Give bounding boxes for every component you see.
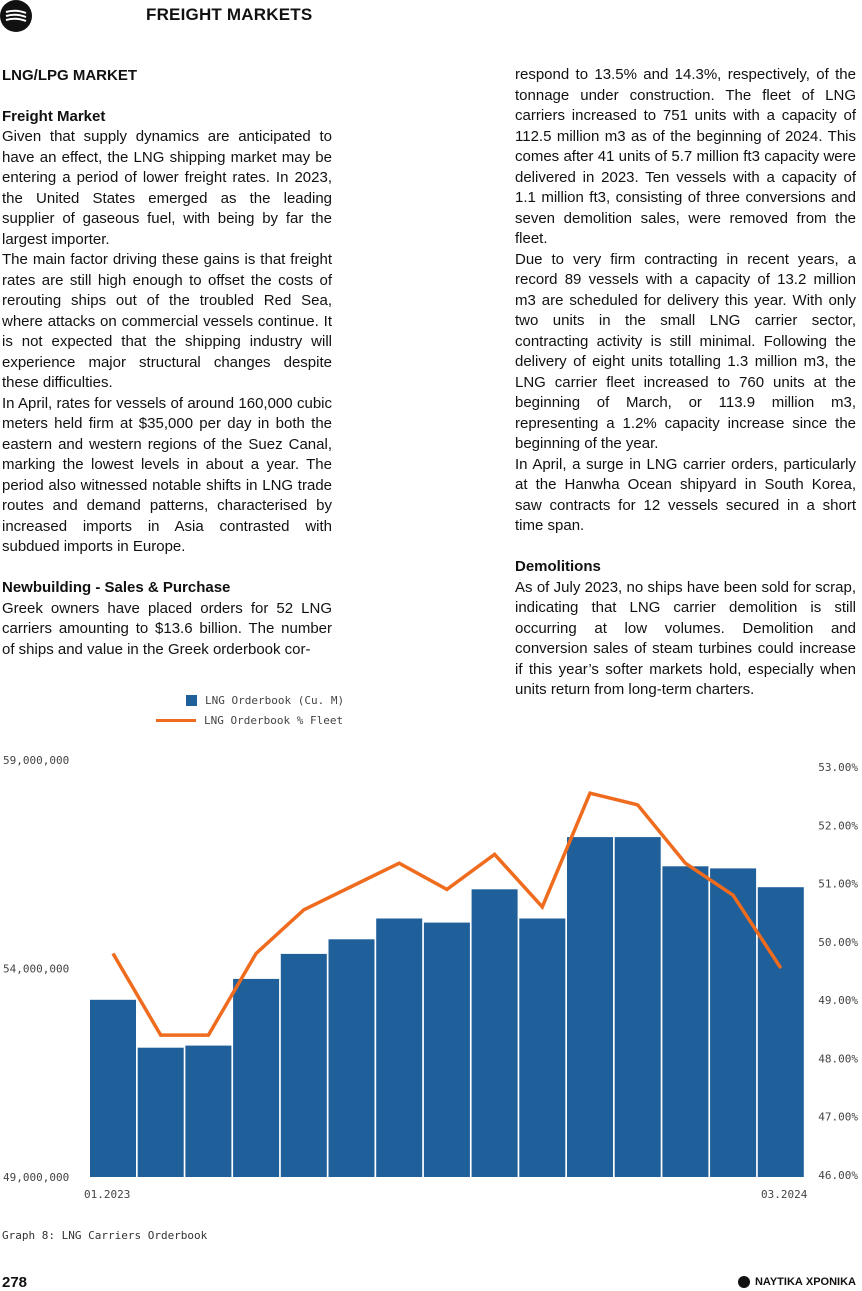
x-end-label: 03.2024 — [761, 1188, 808, 1201]
legend-label: LNG Orderbook (Cu. M) — [205, 693, 345, 707]
publication-logo-icon — [0, 0, 32, 32]
legend-label: LNG Orderbook % Fleet — [204, 713, 344, 727]
legend-item-bars — [156, 690, 344, 710]
right-axis-tick-label: 52.00% — [818, 819, 858, 833]
page-number: 278 — [2, 1274, 28, 1291]
right-axis-tick-label: 47.00% — [818, 1110, 858, 1124]
paragraph: Due to very firm contracting in recent years, a record 89 vessels with a capacity of 13.2 million m3 are scheduled for delivery this year. With only two units in the small LNG carrier sector, contracting activity is still minimal. Following the delivery of eight units totalling 1.3 million m3, the LNG carrier fleet increased to 760 units at the beginning of March, or 113.9 million m3, representing a 1.2% capacity increase since the beginning of the year. — [515, 250, 856, 452]
orderbook-bar — [662, 866, 708, 1177]
orderbook-bar — [758, 887, 804, 1177]
right-axis-tick-label: 49.00% — [818, 994, 858, 1008]
paragraph: The main factor driving these gains is that freight rates are still high enough to offset the costs of rerouting ships out of the troubled Red Sea, where attacks on commercial vessels continue. It is not expected that the shipping industry will experience major structural changes despite these difficulties. — [2, 251, 332, 391]
freight-market-heading: Freight Market — [2, 107, 106, 125]
orderbook-bar — [519, 919, 565, 1178]
article-heading: LNG/LPG MARKET — [2, 67, 137, 84]
orderbook-bar — [710, 868, 756, 1177]
left-axis-tick-label: 59,000,000 — [3, 754, 70, 767]
orderbook-bar — [424, 923, 470, 1177]
orderbook-bar — [615, 837, 661, 1177]
demolitions-heading: Demolitions — [515, 558, 601, 575]
orderbook-bar — [233, 979, 279, 1177]
chart-legend — [156, 690, 344, 730]
section-title: FREIGHT MARKETS — [146, 5, 313, 24]
brand-logo-icon — [738, 1276, 750, 1288]
paragraph: Greek owners have placed orders for 52 LNG carriers amounting to $13.6 billion. The number of ships and value in the Greek orderbook cor- — [2, 599, 332, 658]
orderbook-bar — [90, 1000, 136, 1177]
newbuilding-heading: Newbuilding - Sales & Purchase — [2, 579, 231, 596]
paragraph: respond to 13.5% and 14.3%, respectively, of the tonnage under construction. The fleet of LNG carriers increased to 751 units with a capacity of 112.5 million m3 as of the beginning of 2024. This comes after 41 units of 5.7 million ft3 capacity were delivered in 2023. Ten vessels with a capacity of 1.1 million ft3, consisting of three conversions and seven demolition sales, were removed from the fleet. — [515, 66, 856, 247]
right-axis-tick-label: 51.00% — [818, 877, 858, 891]
orderbook-bar — [329, 939, 375, 1177]
orderbook-bar — [472, 889, 518, 1177]
orderbook-bar — [138, 1048, 184, 1177]
article-left-column — [2, 66, 332, 660]
legend-item-line — [156, 710, 344, 730]
orderbook-bar — [185, 1046, 231, 1177]
right-axis-ticks — [818, 761, 858, 1182]
paragraph: As of July 2023, no ships have been sold for scrap, indicating that LNG carrier demolition is still occurring at low volumes. Demolition and conversion sales of steam turbines could increase if this year’s softer markets hold, especially when units return from long-term charters. — [515, 578, 856, 698]
right-axis-tick-label: 53.00% — [818, 761, 858, 774]
orderbook-bar — [281, 954, 327, 1177]
right-axis-tick-label: 46.00% — [818, 1169, 858, 1182]
paragraph: Given that supply dynamics are anticipated to have an effect, the LNG shipping market may be entering a period of lower freight rates. In 2023, the United States emerged as the leading supplier of gaseous fuel, with being by far the largest importer. — [2, 128, 332, 248]
left-axis-ticks — [3, 754, 69, 1184]
orderbook-bar — [567, 837, 613, 1177]
right-axis-tick-label: 48.00% — [818, 1052, 858, 1066]
legend-bar-swatch — [186, 695, 197, 706]
right-axis-tick-label: 50.00% — [818, 935, 858, 949]
footer-brand — [738, 1276, 856, 1288]
paragraph: In April, a surge in LNG carrier orders, particularly at the Hanwha Ocean shipyard in South Korea, saw contracts for 12 vessels secured in a short time span. — [515, 455, 856, 534]
orderbook-chart — [0, 745, 862, 1215]
orderbook-bar — [376, 919, 422, 1178]
legend-line-swatch — [156, 719, 196, 722]
left-axis-tick-label: 54,000,000 — [3, 962, 70, 976]
paragraph: In April, rates for vessels of around 160,000 cubic meters held firm at $35,000 per day in both the eastern and western regions of the Suez Canal, marking the lowest levels in about a year. The period also witnessed notable shifts in LNG trade routes and demand patterns, characterised by increased imports in Asia contrasted with subdued imports in Europe. — [2, 394, 332, 555]
article-right-column — [515, 66, 856, 701]
x-start-label: 01.2023 — [84, 1188, 131, 1201]
chart-caption: Graph 8: LNG Carriers Orderbook — [2, 1229, 208, 1242]
left-axis-tick-label: 49,000,000 — [3, 1171, 70, 1184]
brand-name: ΝΑΥΤΙΚΑ ΧΡΟΝΙΚΑ — [754, 1276, 856, 1288]
